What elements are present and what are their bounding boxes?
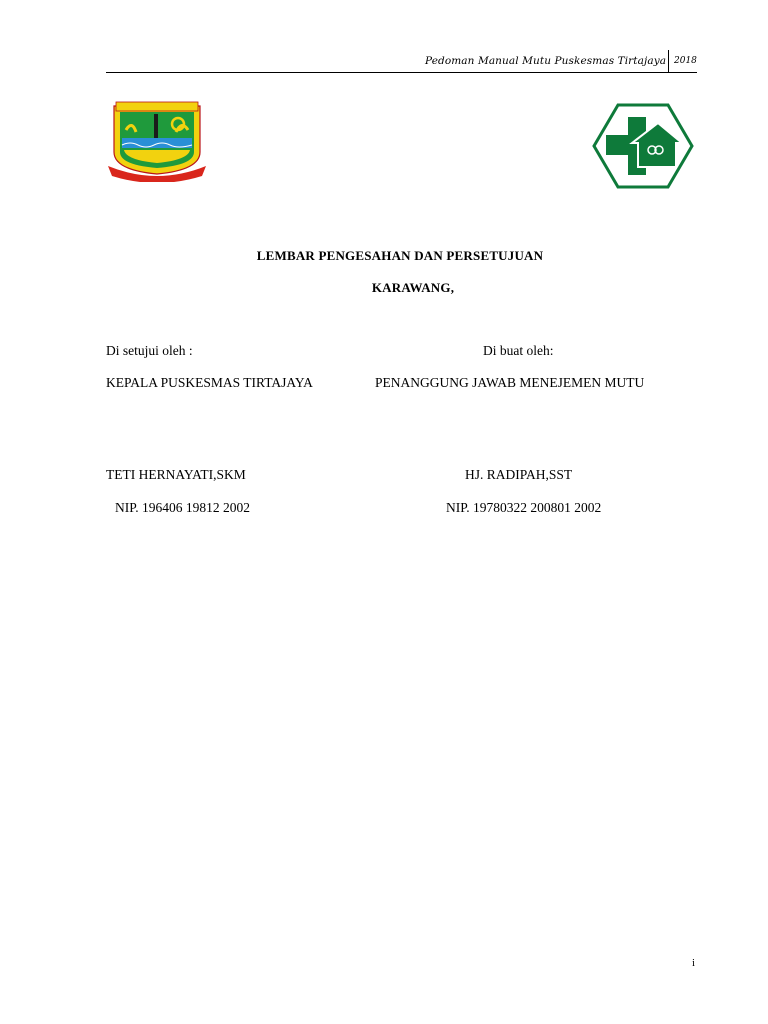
approver-position: KEPALA PUSKESMAS TIRTAJAYA (106, 375, 313, 390)
karawang-emblem-logo (106, 100, 208, 182)
page-number: i (692, 957, 696, 969)
header-rule (106, 72, 697, 73)
header-separator (668, 50, 669, 72)
puskesmas-logo (592, 103, 694, 189)
creator-position: PENANGGUNG JAWAB MENEJEMEN MUTU (375, 375, 645, 390)
document-place: KARAWANG, (371, 280, 455, 295)
header-title: Pedoman Manual Mutu Puskesmas Tirtajaya (425, 55, 667, 67)
approver-label: Di setujui oleh : (106, 343, 193, 358)
document-title: LEMBAR PENGESAHAN DAN PERSETUJUAN (256, 248, 544, 263)
creator-nip: NIP. 19780322 200801 2002 (446, 500, 602, 515)
creator-name: HJ. RADIPAH,SST (465, 467, 573, 482)
approver-name: TETI HERNAYATI,SKM (106, 467, 246, 482)
creator-label: Di buat oleh: (483, 343, 554, 358)
header-year: 2018 (674, 56, 697, 66)
approver-nip: NIP. 196406 19812 2002 (115, 500, 251, 515)
